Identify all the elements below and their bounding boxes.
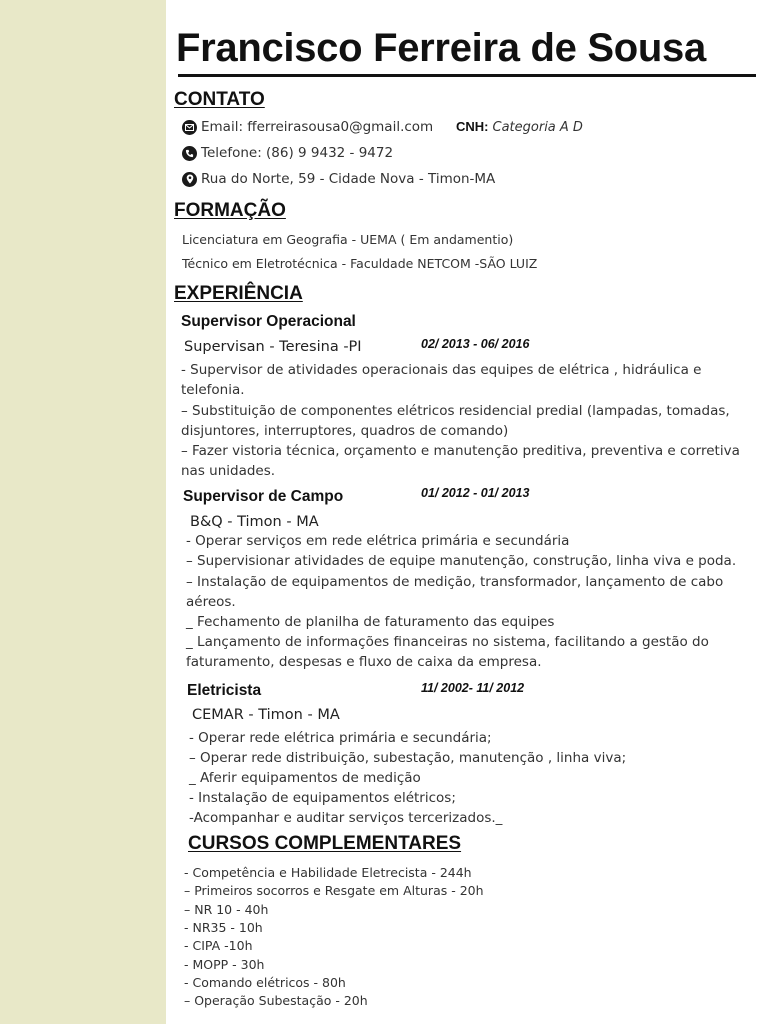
course-item: - MOPP - 30h	[184, 957, 265, 972]
job-period: 02/ 2013 - 06/ 2016	[421, 337, 530, 351]
job-description-line: -Acompanhar e auditar serviços tercerizados._	[189, 810, 503, 826]
job-description-line: – Operar rede distribuição, subestação, manutenção , linha viva;	[189, 750, 627, 766]
address-text: Rua do Norte, 59 - Cidade Nova - Timon-MA	[201, 171, 496, 187]
cnh-label: CNH:	[456, 119, 489, 134]
formacao-item: Licenciatura em Geografia - UEMA ( Em andamentio)	[182, 232, 514, 247]
person-name: Francisco Ferreira de Sousa	[176, 26, 706, 70]
job-title: Supervisor Operacional	[181, 313, 356, 330]
resume-content	[166, 0, 768, 1024]
job-description-line: disjuntores, interruptores, quadros de comando)	[181, 423, 509, 439]
contact-address	[182, 171, 495, 187]
job-company: B&Q - Timon - MA	[190, 514, 319, 530]
job-description-line: – Instalação de equipamentos de medição, transformador, lançamento de cabo	[186, 574, 724, 590]
formacao-item: Técnico em Eletrotécnica - Faculdade NETCOM -SÃO LUIZ	[182, 256, 538, 271]
job-description-line: – Substituição de componentes elétricos residencial predial (lampadas, tomadas,	[181, 403, 730, 419]
job-description-line: _ Aferir equipamentos de medição	[189, 770, 421, 786]
section-title-experiencia: EXPERIÊNCIA	[174, 283, 303, 304]
contact-email	[182, 119, 433, 135]
job-description-line: - Supervisor de atividades operacionais das equipes de elétrica , hidráulica e	[181, 362, 702, 378]
section-title-formacao: FORMAÇÃO	[174, 200, 286, 221]
phone-text: Telefone: (86) 9 9432 - 9472	[201, 145, 394, 161]
course-item: – NR 10 - 40h	[184, 902, 269, 917]
name-underline	[178, 74, 756, 77]
job-description-line: nas unidades.	[181, 463, 276, 479]
course-item: - Comando elétricos - 80h	[184, 975, 346, 990]
job-period: 11/ 2002- 11/ 2012	[421, 681, 525, 695]
job-description-line: - Instalação de equipamentos elétricos;	[189, 790, 456, 806]
sidebar-panel	[0, 0, 166, 1024]
job-description-line: _ Fechamento de planilha de faturamento das equipes	[186, 614, 555, 630]
course-item: - CIPA -10h	[184, 938, 253, 953]
cnh-value: Categoria A D	[492, 120, 583, 135]
job-description-line: – Fazer vistoria técnica, orçamento e manutenção preditiva, preventiva e corretiva	[181, 443, 740, 459]
course-item: – Operação Subestação - 20h	[184, 993, 368, 1008]
location-pin-icon	[182, 172, 197, 187]
course-item: – Primeiros socorros e Resgate em Alturas - 20h	[184, 883, 484, 898]
section-title-contato: CONTATO	[174, 89, 265, 110]
course-item: - Competência e Habilidade Eletrecista - 244h	[184, 865, 472, 880]
envelope-icon	[182, 120, 197, 135]
section-title-cursos: CURSOS COMPLEMENTARES	[188, 833, 462, 854]
job-title: Supervisor de Campo	[183, 488, 344, 505]
job-description-line: telefonia.	[181, 382, 245, 398]
job-period: 01/ 2012 - 01/ 2013	[421, 486, 530, 500]
job-description-line: - Operar serviços em rede elétrica primária e secundária	[186, 533, 570, 549]
job-title: Eletricista	[187, 682, 262, 699]
job-company: Supervisan - Teresina -PI	[184, 339, 362, 355]
course-item: - NR35 - 10h	[184, 920, 263, 935]
job-company: CEMAR - Timon - MA	[192, 707, 340, 723]
email-text: Email: fferreirasousa0@gmail.com	[201, 119, 434, 135]
job-description-line: – Supervisionar atividades de equipe manutenção, construção, linha viva e poda.	[186, 553, 737, 569]
job-description-line: - Operar rede elétrica primária e secundária;	[189, 730, 492, 746]
job-description-line: faturamento, despesas e fluxo de caixa da empresa.	[186, 654, 542, 670]
phone-icon	[182, 146, 197, 161]
contact-phone	[182, 145, 393, 161]
job-description-line: aéreos.	[186, 594, 236, 610]
job-description-line: _ Lançamento de informações financeiras no sistema, facilitando a gestão do	[186, 634, 709, 650]
cnh-info	[456, 119, 583, 135]
